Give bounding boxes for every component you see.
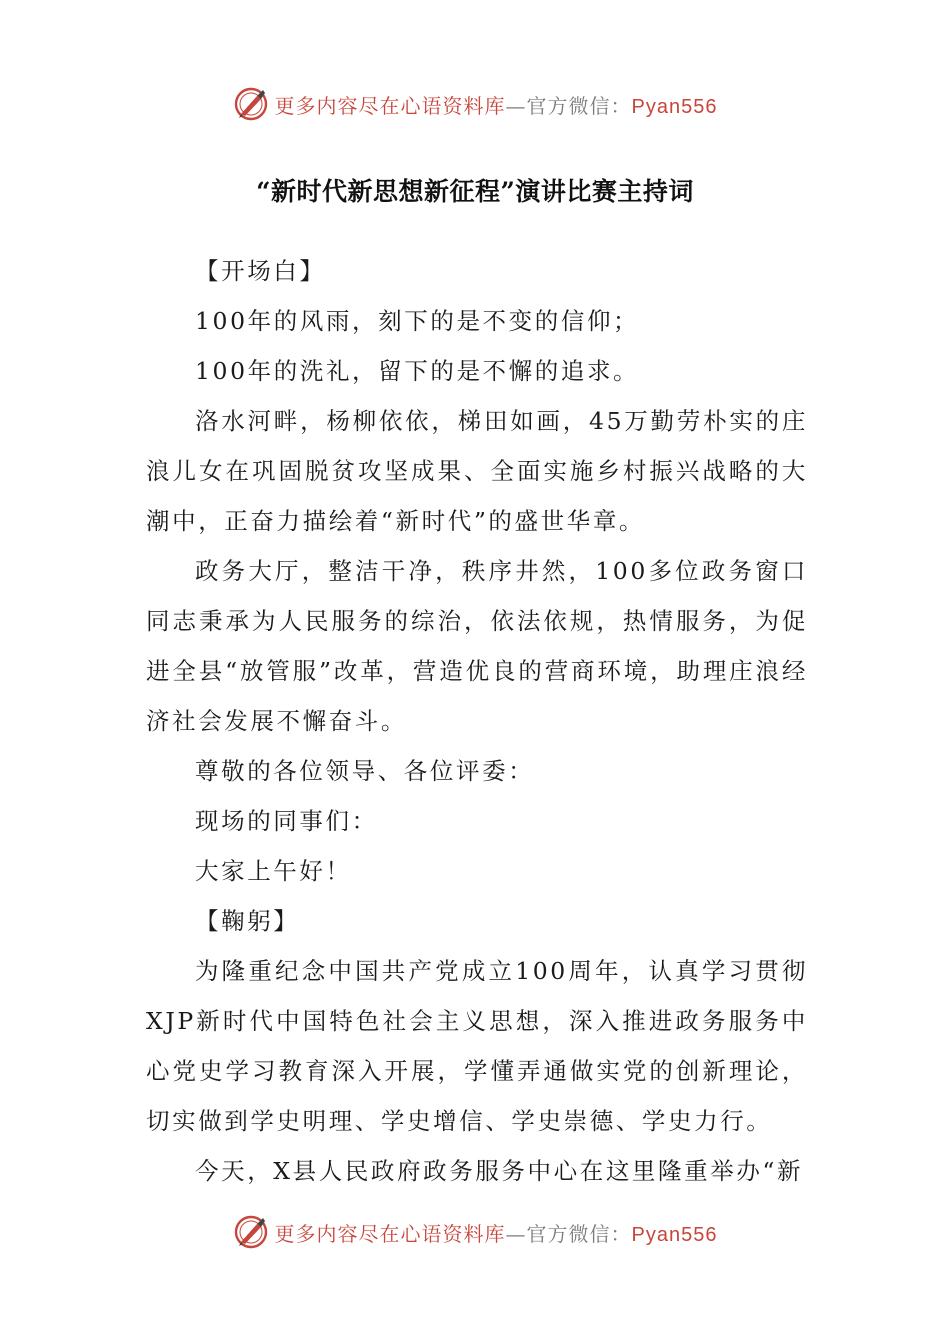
paragraph: 政务大厅，整洁干净，秩序井然，100多位政务窗口同志秉承为人民服务的综治，依法依规，热情服务，为促进全县“放管服”改革，营造优良的营商环境，助理庄浪经济社会发展不懈奋斗。 — [146, 557, 808, 735]
paragraph: 洛水河畔，杨柳依依，梯田如画，45万勤劳朴实的庄浪儿女在巩固脱贫攻坚成果、全面实施乡村振兴战略的大潮中，正奋力描绘着“新时代”的盛世华章。 — [146, 407, 808, 535]
footer-banner-dash: — — [505, 1221, 527, 1246]
footer-banner-wechat-id: Pyan556 — [631, 1223, 718, 1246]
document-title: “新时代新思想新征程”演讲比赛主持词 — [256, 177, 694, 206]
document-body — [146, 246, 808, 1196]
footer-banner — [0, 1212, 950, 1252]
banner-dash: — — [505, 93, 527, 118]
paragraph: 大家上午好！ — [195, 857, 352, 885]
banner-wechat-id: Pyan556 — [631, 95, 718, 118]
header-banner-content — [233, 86, 718, 122]
paragraph: 100年的洗礼，留下的是不懈的追求。 — [195, 357, 640, 385]
banner-text — [275, 90, 718, 119]
header-banner — [0, 84, 950, 124]
paragraph: 为隆重纪念中国共产党成立100周年，认真学习贯彻XJP新时代中国特色社会主义思想，深入推进政务服务中心党史学习教育深入开展，学懂弄通做实党的创新理论，切实做到学史明理、学史增信、学史崇德、学史力行。 — [146, 957, 808, 1135]
paragraph: 今天，X县人民政府政务服务中心在这里隆重举办“新 — [195, 1157, 804, 1185]
footer-banner-wechat-label: 官方微信： — [526, 1221, 632, 1246]
paragraph: 【开场白】 — [195, 257, 326, 285]
banner-wechat-label: 官方微信： — [526, 93, 632, 118]
footer-banner-content — [233, 1214, 718, 1250]
footer-banner-text — [275, 1218, 718, 1247]
banner-main-text: 更多内容尽在心语资料库 — [274, 93, 506, 118]
pen-logo-icon — [233, 86, 269, 122]
paragraph: 尊敬的各位领导、各位评委： — [195, 757, 535, 785]
footer-banner-main-text: 更多内容尽在心语资料库 — [274, 1221, 506, 1246]
paragraph: 100年的风雨，刻下的是不变的信仰； — [195, 307, 640, 335]
paragraph: 【鞠躬】 — [195, 907, 300, 935]
pen-logo-icon — [233, 1214, 269, 1250]
paragraph: 现场的同事们： — [195, 807, 378, 835]
